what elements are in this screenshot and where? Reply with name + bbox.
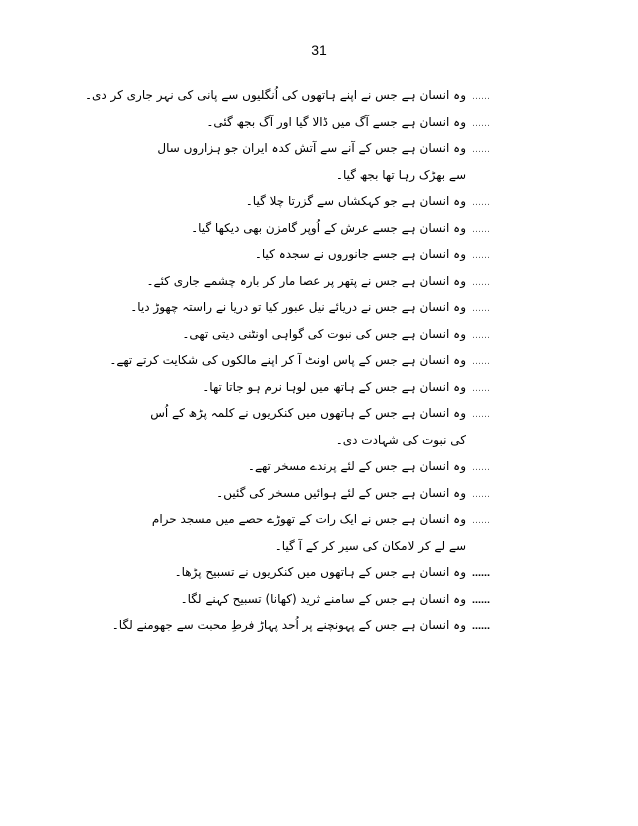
- line-marker: ……: [472, 251, 490, 261]
- text-line: [146, 268, 490, 295]
- text-line: [150, 135, 490, 188]
- line-text: وہ انسان ہے جسے جانوروں نے سجدہ کیا۔: [254, 247, 466, 261]
- line-text: وہ انسان ہے جس کے آنے سے آتش کدہ ایران جو ہزاروں سال سے بھڑک رہا تھا بجھ گیا۔: [157, 141, 466, 182]
- text-line: [150, 241, 490, 268]
- line-text: وہ انسان ہے جس نے دریائے نیل عبور کیا تو دریا نے راستہ چھوڑ دیا۔: [130, 300, 466, 314]
- line-marker: ……: [472, 516, 490, 526]
- line-text: وہ انسان ہے جو کہکشاں سے گزرتا چلا گیا۔: [245, 194, 466, 208]
- line-marker: ……: [472, 224, 490, 235]
- line-marker: ……: [472, 410, 490, 420]
- text-line: [150, 374, 490, 401]
- text-line: [111, 612, 490, 639]
- line-marker: ……: [472, 198, 490, 208]
- text-line: [150, 506, 490, 559]
- line-marker: ……: [472, 383, 490, 394]
- line-marker: ……: [472, 489, 490, 500]
- line-text: وہ انسان ہے جس نے اپنے ہاتھوں کی اُنگلیوں سے پانی کی نہر جاری کر دی۔: [84, 88, 466, 102]
- line-marker: ……: [472, 569, 490, 579]
- text-line: [150, 109, 490, 136]
- line-text: وہ انسان ہے جس نے ایک رات کے تھوڑے حصے میں مسجد حرام سے لے کر لامکان کی سیر کر کے آ گیا۔: [151, 512, 466, 553]
- text-line: [109, 347, 490, 374]
- text-line: [150, 559, 490, 586]
- text-line: [150, 188, 490, 215]
- line-marker: ……: [472, 357, 490, 367]
- text-line: [150, 215, 490, 242]
- line-marker: ……: [472, 622, 490, 632]
- line-text: وہ انسان ہے جس کے لئے پرندے مسخر تھے۔: [247, 459, 466, 473]
- line-text: وہ انسان ہے جس کے سامنے ثرید (کھانا) تسبیح کہنے لگا۔: [180, 591, 466, 606]
- line-marker: ……: [472, 463, 490, 473]
- line-text: وہ انسان ہے جسے آگ میں ڈالا گیا اور آگ بجھ گئی۔: [206, 114, 466, 129]
- line-marker: ……: [472, 118, 490, 129]
- text-line: [150, 453, 490, 480]
- line-text: وہ انسان ہے جس نے پتھر پر عصا مار کر بارہ چشمے جاری کئے۔: [146, 273, 466, 288]
- line-marker: ……: [472, 145, 490, 155]
- text-line: [150, 321, 490, 348]
- text-line: [150, 586, 490, 613]
- line-text: وہ انسان ہے جس کے ہاتھوں میں کنکریوں نے کلمہ پڑھ کے اُس کی نبوت کی شہادت دی۔: [150, 406, 466, 447]
- line-text: وہ انسان ہے جسے عرش کے اُوپر گامزن بھی دیکھا گیا۔: [191, 220, 466, 235]
- text-body: [84, 82, 490, 639]
- line-text: وہ انسان ہے جس کے ہاتھوں میں کنکریوں نے تسبیح پڑھا۔: [174, 565, 466, 579]
- text-line: [150, 400, 490, 453]
- text-line: [130, 294, 490, 321]
- line-marker: ……: [472, 277, 490, 288]
- line-marker: ……: [472, 330, 490, 341]
- line-marker: ……: [472, 595, 490, 606]
- line-text: وہ انسان ہے جس کے پاس اونٹ آ کر اپنے مالکوں کی شکایت کرتے تھے۔: [109, 353, 466, 367]
- line-text: وہ انسان ہے جس کی نبوت کی گواہی اونٹنی دیتی تھی۔: [182, 326, 466, 341]
- page-number: 31: [311, 42, 327, 58]
- line-text: وہ انسان ہے جس کے پہونچنے پر اُحد پہاڑ فرطِ محبت سے جھومنے لگا۔: [111, 618, 466, 632]
- line-marker: ……: [472, 304, 490, 314]
- line-marker: ……: [472, 92, 490, 102]
- line-text: وہ انسان ہے جس کے لئے ہوائیں مسخر کی گئیں۔: [216, 485, 466, 500]
- text-line: [150, 480, 490, 507]
- line-text: وہ انسان ہے جس کے ہاتھ میں لوہا نرم ہو جاتا تھا۔: [202, 379, 466, 394]
- text-line: [84, 82, 490, 109]
